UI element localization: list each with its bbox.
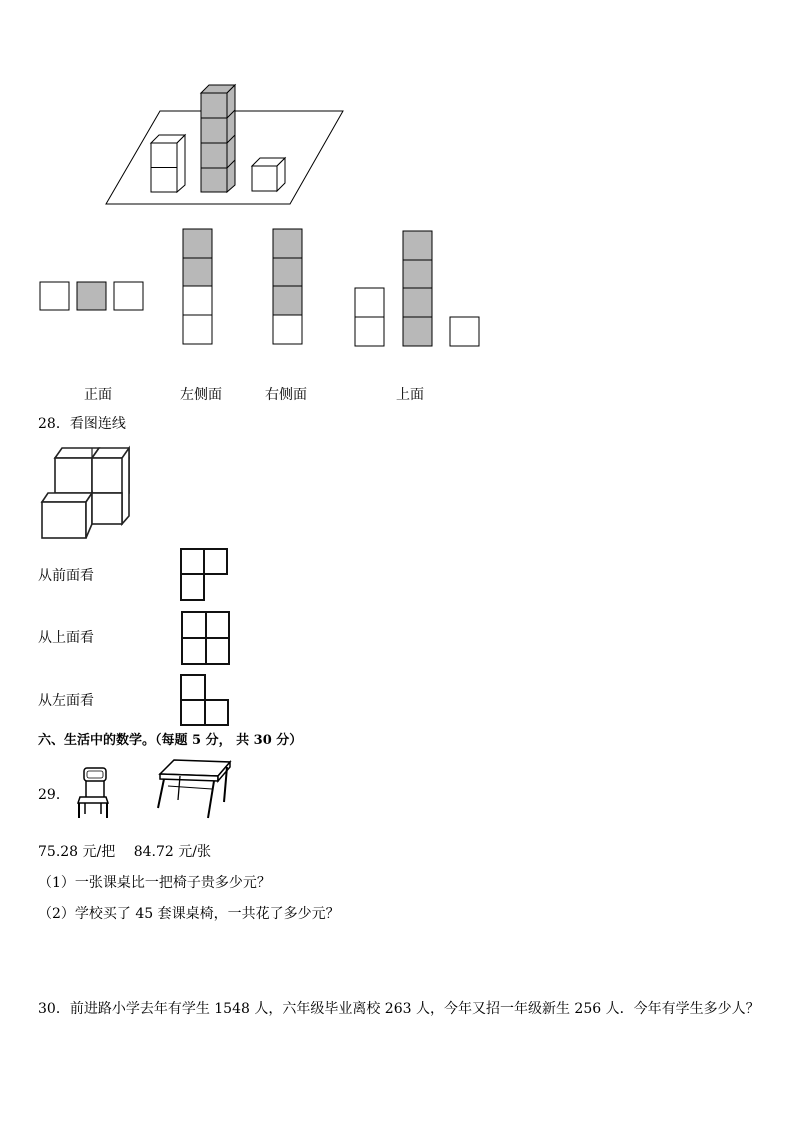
q29-sub1: （1）一张课桌比一把椅子贵多少元？ [38,875,271,891]
q28-label-front: 从前面看 [38,568,94,584]
q28-title: 28．看图连线 [38,416,126,432]
cube-stack-left [151,135,185,192]
q29-prices: 75.28 元/把 84.72 元/张 [38,844,211,860]
label-top: 上面 [396,387,424,403]
q30-text: 30．前进路小学去年有学生 1548 人，六年级毕业离校 263 人，今年又招一年级新生 256 人．今年有学生多少人？ [38,1001,760,1017]
label-front: 正面 [84,387,112,403]
q28-label-top: 从上面看 [38,630,94,646]
cube-single-right [252,158,285,191]
q28-label-left: 从左面看 [38,693,94,709]
cube-stack-middle [201,85,235,192]
q29-sub2: （2）学校买了 45 套课桌椅，一共花了多少元？ [38,906,340,922]
section6-title: 六、生活中的数学。（每题 5 分， 共 30 分） [38,733,303,748]
desk-icon [0,0,90,70]
label-right-side: 右侧面 [265,387,307,403]
label-left-side: 左侧面 [180,387,222,403]
q29-number: 29． [38,787,70,803]
